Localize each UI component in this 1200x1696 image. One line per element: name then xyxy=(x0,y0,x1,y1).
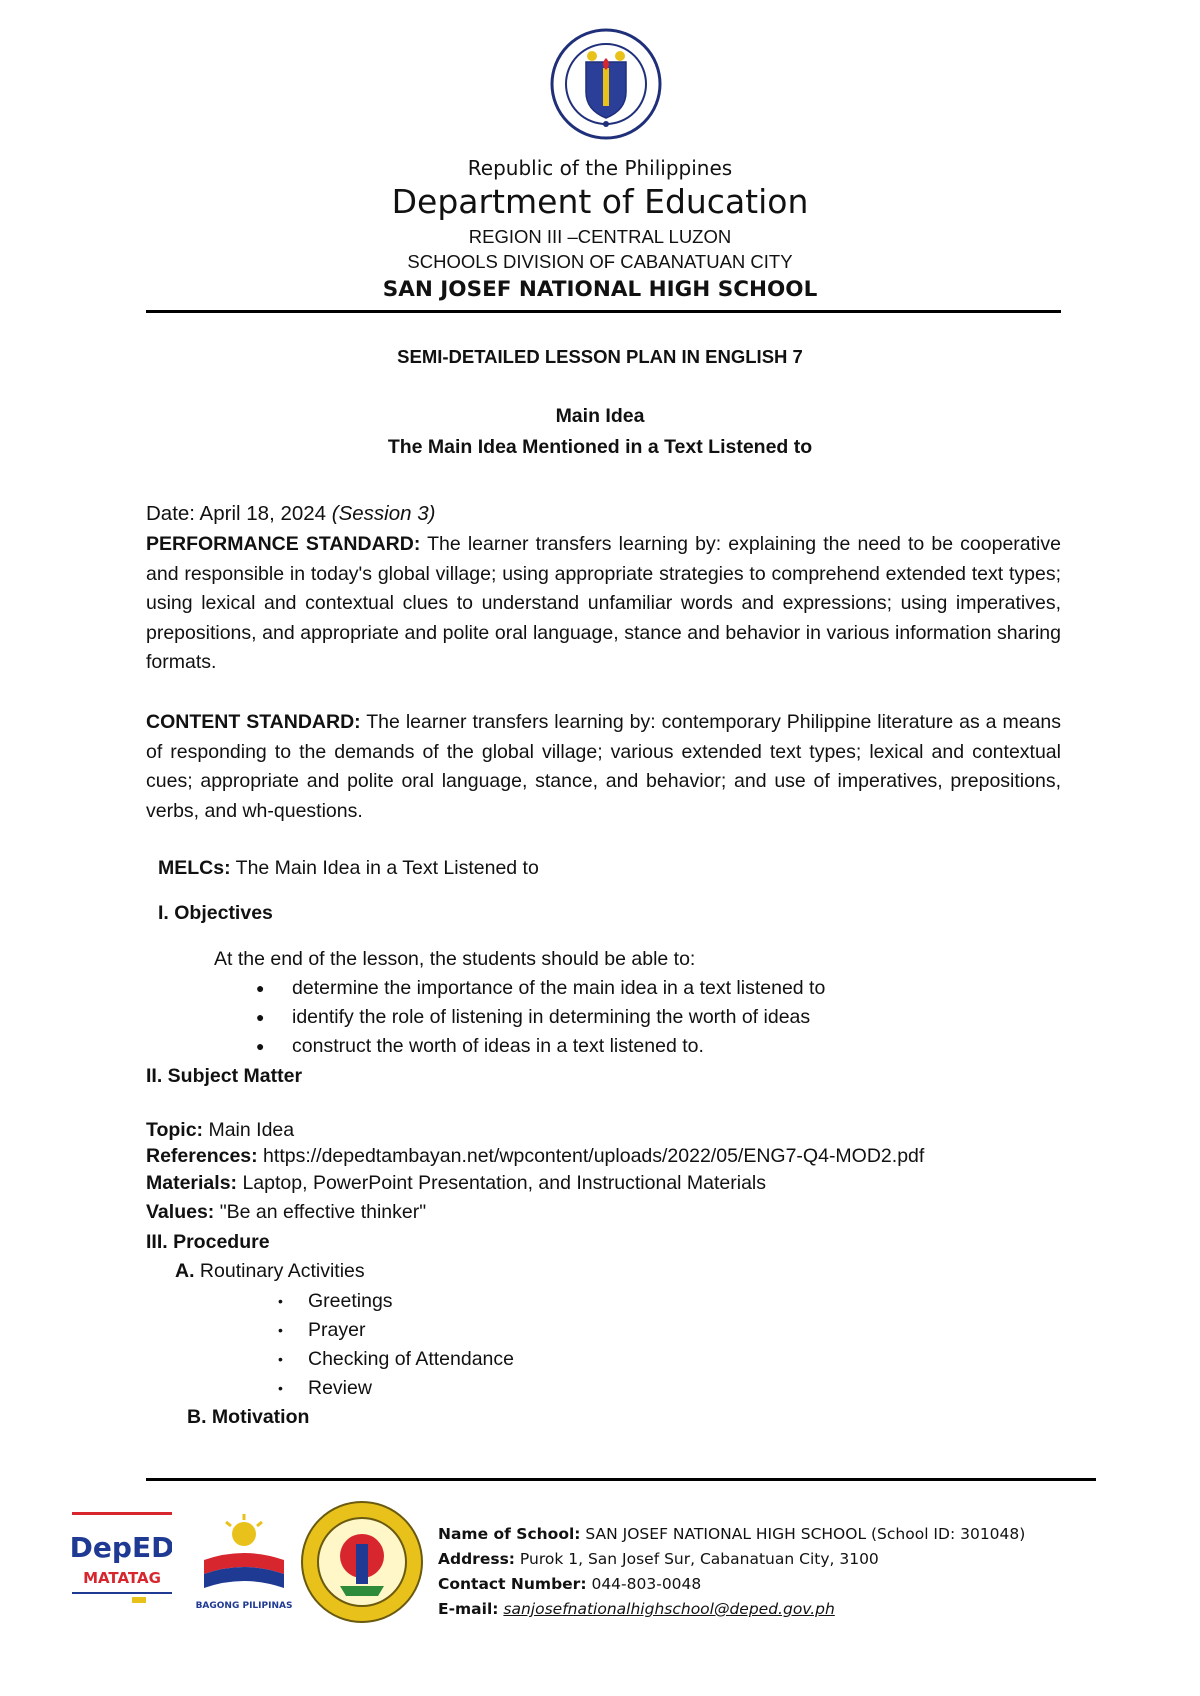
routine-item: • Review xyxy=(308,1374,372,1403)
bullet-icon: • xyxy=(278,1293,283,1309)
footer-contact-value: 044-803-0048 xyxy=(586,1575,702,1593)
date-line xyxy=(146,499,435,528)
footer-school-name xyxy=(438,1522,1025,1546)
performance-standard xyxy=(146,530,1061,678)
melcs-text: The Main Idea in a Text Listened to xyxy=(230,857,539,879)
content-standard-label: CONTENT STANDARD: xyxy=(146,711,361,733)
lesson-subtitle: The Main Idea Mentioned in a Text Listened to xyxy=(387,436,813,458)
procedure-heading: III. Procedure xyxy=(146,1231,270,1253)
bagong-pilipinas-logo xyxy=(196,1512,292,1612)
bullet-icon: ● xyxy=(256,980,265,996)
references-line xyxy=(146,1144,924,1169)
footer-contact xyxy=(438,1572,701,1596)
objectives-heading: I. Objectives xyxy=(158,902,273,924)
motivation-heading: B. Motivation xyxy=(187,1406,310,1428)
objective-item: ● construct the worth of ideas in a text listened to. xyxy=(292,1032,704,1061)
objective-item: ● determine the importance of the main idea in a text listened to xyxy=(292,974,825,1003)
region-line: REGION III –CENTRAL LUZON xyxy=(468,226,732,247)
objective-item: ● identify the role of listening in determining the worth of ideas xyxy=(292,1003,810,1032)
lesson-title: Main Idea xyxy=(555,405,645,427)
deped-matatag-logo xyxy=(72,1512,172,1612)
footer-email xyxy=(438,1597,835,1621)
school-name: SAN JOSEF NATIONAL HIGH SCHOOL xyxy=(382,277,818,302)
matatag-text: MATATAG xyxy=(83,1569,161,1587)
content-standard-text: The learner transfers learning by: contemporary Philippine literature as a means of responding to the demands of the global village; various extended text types; lexical and contextual cues; appropriate and polite oral language, stance, and behavior; and use of imperatives, prepositions, verbs, and wh-questions. xyxy=(146,711,1061,822)
melcs-line xyxy=(158,854,539,883)
deped-seal xyxy=(550,28,662,140)
routine-item: • Greetings xyxy=(308,1287,393,1316)
routinary-activities xyxy=(175,1257,365,1286)
school-seal xyxy=(300,1500,424,1624)
footer-address-value: Purok 1, San Josef Sur, Cabanatuan City, 3100 xyxy=(515,1550,879,1568)
footer-divider xyxy=(146,1478,1096,1481)
date-label: Date: April 18, 2024 xyxy=(146,502,332,525)
bullet-icon: • xyxy=(278,1351,283,1367)
footer-name: SAN JOSEF NATIONAL HIGH SCHOOL (School ID: 301048) xyxy=(580,1525,1026,1543)
footer-name-label: Name of School: xyxy=(438,1525,581,1543)
topic-label: Topic: xyxy=(146,1119,204,1141)
procedure-a-label: A. xyxy=(175,1260,195,1282)
footer-address xyxy=(438,1547,879,1571)
footer-contact-label: Contact Number: xyxy=(438,1575,587,1593)
materials-value: Laptop, PowerPoint Presentation, and Instructional Materials xyxy=(237,1172,767,1194)
footer-email-label: E-mail: xyxy=(438,1600,499,1618)
melcs-label: MELCs: xyxy=(158,857,231,879)
deped-logo-text: DepED xyxy=(72,1531,172,1564)
division-line: SCHOOLS DIVISION OF CABANATUAN CITY xyxy=(407,251,793,272)
bullet-icon: ● xyxy=(256,1009,265,1025)
topic-line xyxy=(146,1118,294,1143)
content-standard xyxy=(146,708,1061,826)
bullet-icon: ● xyxy=(256,1038,265,1054)
materials-line xyxy=(146,1171,766,1196)
performance-standard-label: PERFORMANCE STANDARD: xyxy=(146,533,421,555)
performance-standard-text: The learner transfers learning by: explaining the need to be cooperative and responsible in today's global village; using appropriate strategies to comprehend extended text types; using lexical and contextual clues to understand unfamiliar words and expressions; using imperatives, prepositions, and appropriate and polite oral language, stance and behavior in various information sharing formats. xyxy=(146,533,1061,673)
objectives-intro: At the end of the lesson, the students should be able to: xyxy=(214,948,696,970)
footer-address-label: Address: xyxy=(438,1550,515,1568)
references-label: References: xyxy=(146,1145,258,1167)
values-label: Values: xyxy=(146,1201,215,1223)
references-value: https://depedtambayan.net/wpcontent/uploads/2022/05/ENG7-Q4-MOD2.pdf xyxy=(257,1145,925,1167)
doc-title: SEMI-DETAILED LESSON PLAN IN ENGLISH 7 xyxy=(397,346,803,367)
subject-matter-heading: II. Subject Matter xyxy=(146,1065,303,1087)
bullet-icon: • xyxy=(278,1322,283,1338)
topic-value: Main Idea xyxy=(203,1119,295,1141)
session-label: (Session 3) xyxy=(331,502,436,525)
bullet-icon: • xyxy=(278,1380,283,1396)
bagong-text: BAGONG PILIPINAS xyxy=(196,1601,292,1611)
republic-line: Republic of the Philippines xyxy=(467,156,733,180)
routine-item: • Prayer xyxy=(308,1316,365,1345)
procedure-a-text: Routinary Activities xyxy=(194,1260,365,1282)
email-link[interactable]: sanjosefnationalhighschool@deped.gov.ph xyxy=(503,1600,835,1618)
values-value: "Be an effective thinker" xyxy=(214,1201,427,1223)
header-divider xyxy=(146,310,1061,313)
routine-item: • Checking of Attendance xyxy=(308,1345,514,1374)
values-line xyxy=(146,1200,426,1225)
department-line: Department of Education xyxy=(391,182,809,221)
materials-label: Materials: xyxy=(146,1172,238,1194)
